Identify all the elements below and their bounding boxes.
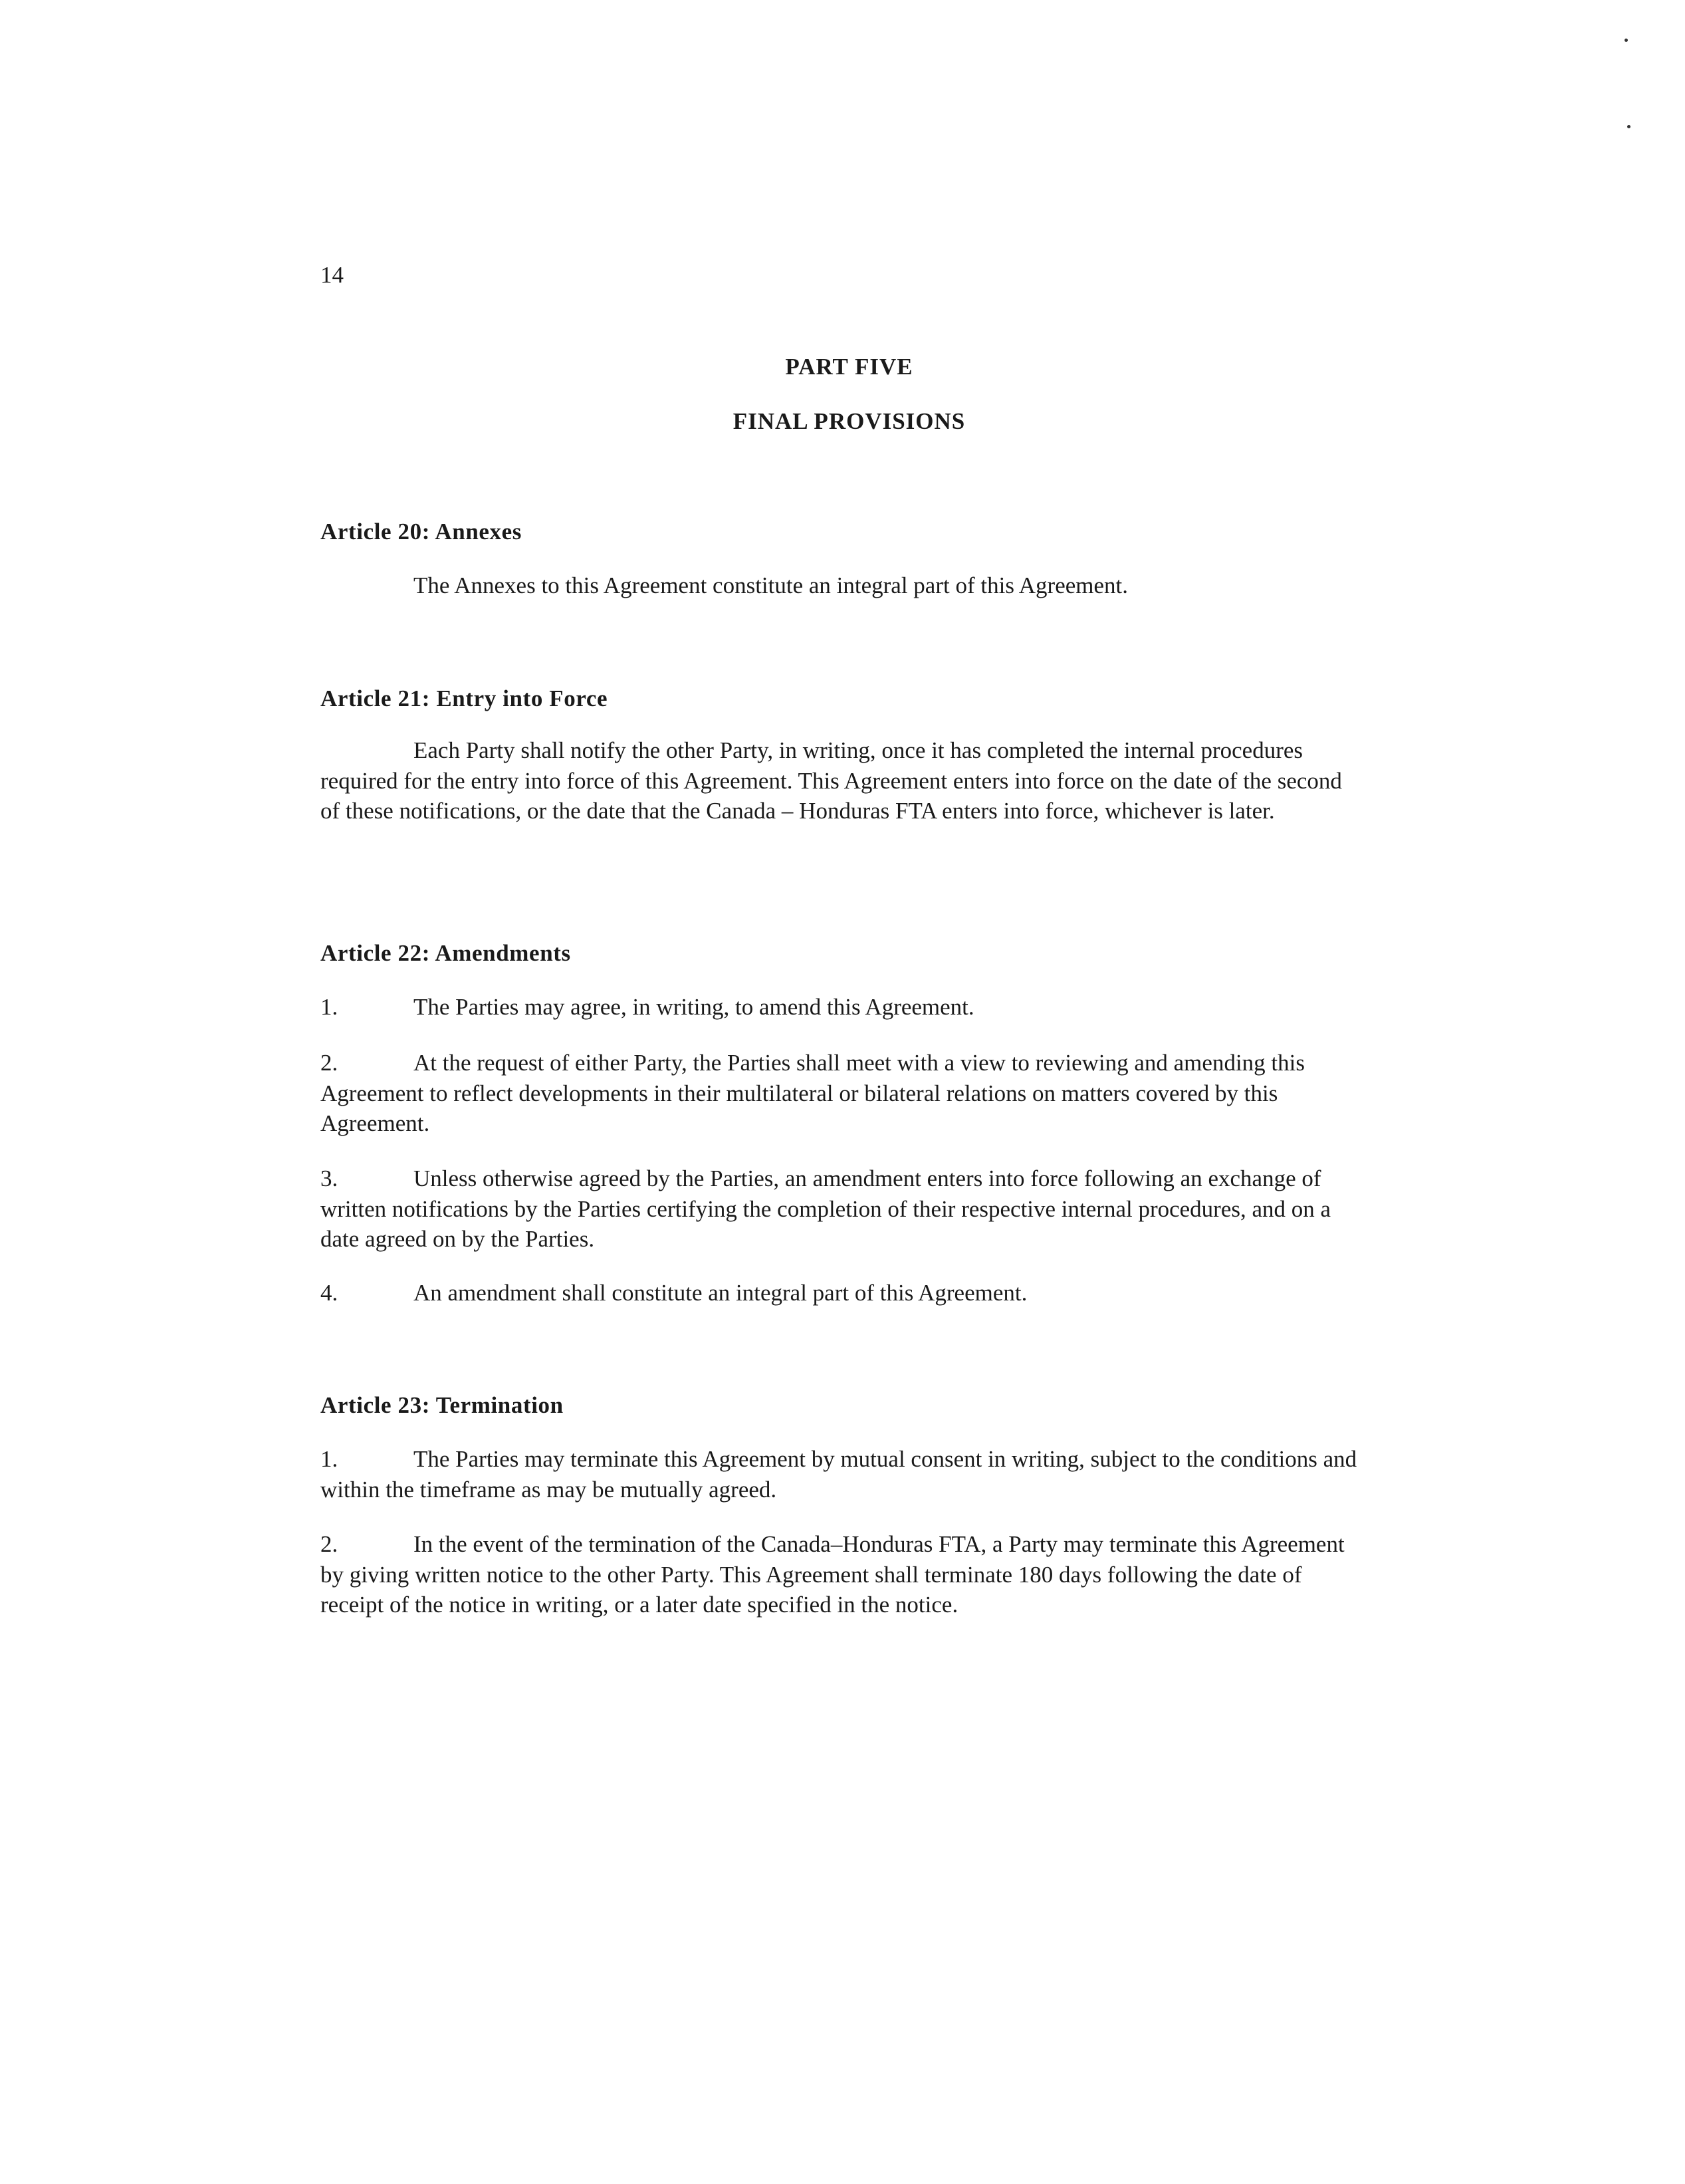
article-23-item-2 <box>320 1529 1357 1620</box>
paragraph-number: 2. <box>320 1050 338 1076</box>
paragraph-text: The Annexes to this Agreement constitute an integral part of this Agreement. <box>413 572 1129 598</box>
part-title: PART FIVE <box>785 354 913 380</box>
page-number: 14 <box>320 262 344 288</box>
paragraph-text: The Parties may terminate this Agreement by mutual consent in writing, subject to the conditions and within the timeframe as may be mutually agreed. <box>320 1446 1357 1503</box>
article-23 <box>320 1391 1357 1420</box>
article-23-item-1 <box>320 1444 1357 1505</box>
article-title: Article 22: Amendments <box>320 940 571 966</box>
article-22-item-4 <box>320 1278 1357 1308</box>
paragraph-number: 3. <box>320 1165 338 1191</box>
article-22-item-1 <box>320 992 1357 1023</box>
article-22 <box>320 939 1357 968</box>
paragraph-number: 1. <box>320 1446 338 1472</box>
scan-speck <box>1627 125 1630 128</box>
article-title: Article 20: Annexes <box>320 519 522 545</box>
article-22-item-3 <box>320 1163 1357 1255</box>
article-21-paragraph <box>320 735 1357 826</box>
paragraph-number: 2. <box>320 1531 338 1557</box>
paragraph-text: At the request of either Party, the Parties shall meet with a view to reviewing and amending this Agreement to reflect developments in their multilateral or bilateral relations on matters covered by this Agreement. <box>320 1050 1305 1136</box>
article-title: Article 23: Termination <box>320 1392 564 1418</box>
paragraph-text: Each Party shall notify the other Party, in writing, once it has completed the internal procedures required for the entry into force of this Agreement. This Agreement enters into force on the date of the second of these notifications, or the date that the Canada – Honduras FTA enters into force, whichever is later. <box>320 737 1342 824</box>
article-21 <box>320 684 1357 713</box>
paragraph-text: Unless otherwise agreed by the Parties, an amendment enters into force following an exchange of written notifications by the Parties certifying the completion of their respective internal procedures, and on a date agreed on by the Parties. <box>320 1165 1331 1252</box>
part-subtitle: FINAL PROVISIONS <box>732 408 966 434</box>
article-20-paragraph <box>320 570 1357 601</box>
article-22-item-2 <box>320 1048 1357 1139</box>
paragraph-number: 1. <box>320 994 338 1020</box>
paragraph-number: 4. <box>320 1280 338 1306</box>
paragraph-text: An amendment shall constitute an integral part of this Agreement. <box>413 1280 1028 1306</box>
article-title: Article 21: Entry into Force <box>320 685 608 711</box>
scan-speck <box>1625 39 1628 42</box>
paragraph-text: In the event of the termination of the Canada–Honduras FTA, a Party may terminate this Agreement by giving written notice to the other Party. This Agreement shall terminate 180 days following the date of receipt of the notice in writing, or a later date specified in the notice. <box>320 1531 1345 1618</box>
article-20 <box>320 517 1357 546</box>
paragraph-text: The Parties may agree, in writing, to amend this Agreement. <box>413 994 974 1020</box>
